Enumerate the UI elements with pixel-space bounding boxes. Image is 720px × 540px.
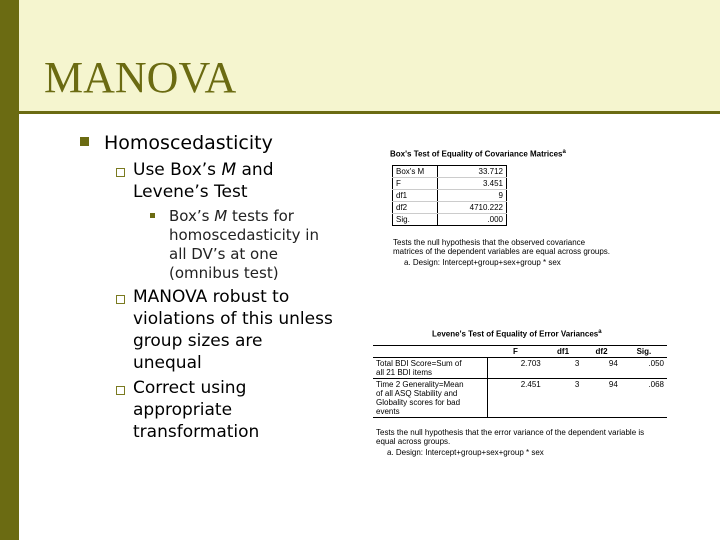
sub-bullet-manova-robust <box>133 286 333 374</box>
text-part: unequal <box>133 353 202 373</box>
note-line: Tests the null hypothesis that the observed covariance <box>393 238 586 247</box>
text-part: MANOVA robust to <box>133 287 290 307</box>
bullet-small-square-icon <box>150 213 155 218</box>
text-part: tests for <box>227 207 294 225</box>
box-test-note <box>393 238 655 257</box>
levene-test-title <box>432 329 602 339</box>
col-header: df2 <box>595 347 608 356</box>
label-line: events <box>376 407 400 416</box>
table-row <box>373 379 667 418</box>
text-italic: M <box>214 207 228 225</box>
title-text: Levene's Test of Equality of Error Variances <box>432 329 599 339</box>
text-part: violations of this unless <box>133 309 333 329</box>
sub-bullet-correct-using <box>133 377 259 443</box>
levene-test-table-image <box>370 328 670 460</box>
cell-F: 2.703 <box>487 358 544 379</box>
label-line: of all ASQ Stability and <box>376 389 458 398</box>
cell-df2: 94 <box>582 358 621 379</box>
note-line: matrices of the dependent variables are equal across groups. <box>393 247 611 256</box>
row-label: Sig. <box>393 214 438 226</box>
bullet-hollow-square-icon <box>116 168 125 177</box>
cell-sig: .050 <box>621 358 667 379</box>
cell-sig: .068 <box>621 379 667 418</box>
table-row <box>393 202 507 214</box>
box-test-table <box>392 165 507 226</box>
text-part: and <box>236 160 274 180</box>
row-value: 3.451 <box>438 178 507 190</box>
box-test-title <box>390 149 566 159</box>
row-label: df1 <box>393 190 438 202</box>
title-rule <box>19 111 720 114</box>
footnote-mark: a. <box>404 258 411 267</box>
note-line: Tests the null hypothesis that the error variance of the dependent variable is <box>376 428 645 437</box>
footnote-text: Design: Intercept+group+sex+group * sex <box>412 258 561 267</box>
text-part: appropriate <box>133 400 233 420</box>
text-part: Levene’s Test <box>133 182 248 202</box>
cell-df2: 94 <box>582 379 621 418</box>
row-value: 4710.222 <box>438 202 507 214</box>
bullet-square-icon <box>80 137 89 146</box>
cell-df1: 3 <box>544 379 583 418</box>
table-row <box>393 214 507 226</box>
bullet-homoscedasticity: Homoscedasticity <box>104 132 273 154</box>
label-line: Globality scores for bad <box>376 398 461 407</box>
bullet-hollow-square-icon <box>116 386 125 395</box>
text-part: (omnibus test) <box>169 264 279 282</box>
slide-title: MANOVA <box>44 53 237 102</box>
levene-test-footnote <box>387 448 657 458</box>
text-part: Use Box’s <box>133 160 222 180</box>
text-part: Correct using <box>133 378 247 398</box>
col-header: F <box>512 347 518 356</box>
sidebar-band <box>0 0 19 540</box>
text-part: transformation <box>133 422 260 442</box>
row-label: F <box>393 178 438 190</box>
corner-cell <box>373 346 487 358</box>
superscript: a <box>598 329 602 335</box>
levene-test-table <box>373 345 667 418</box>
label-line: all 21 BDI items <box>376 368 433 377</box>
sub-sub-bullet-boxs-m <box>169 207 319 283</box>
table-row <box>373 358 667 379</box>
col-header: Sig. <box>636 347 652 356</box>
levene-test-note <box>376 428 666 447</box>
table-row <box>393 166 507 178</box>
title-text: Box's Test of Equality of Covariance Matrices <box>390 149 563 159</box>
text-part: Box’s <box>169 207 215 225</box>
col-header: df1 <box>557 347 570 356</box>
superscript: a <box>562 149 566 155</box>
text-part: all DV’s at one <box>169 245 278 263</box>
sub-bullet-boxs-levene <box>133 159 274 203</box>
bullet-hollow-square-icon <box>116 295 125 304</box>
row-label: df2 <box>393 202 438 214</box>
row-label <box>373 358 487 379</box>
text-part: group sizes are <box>133 331 263 351</box>
row-value: 33.712 <box>438 166 507 178</box>
footnote-mark: a. <box>387 448 394 457</box>
cell-df1: 3 <box>544 358 583 379</box>
box-test-footnote <box>404 258 654 268</box>
row-value: 9 <box>438 190 507 202</box>
table-row <box>393 178 507 190</box>
table-row <box>393 190 507 202</box>
label-line: Total BDI Score=Sum of <box>376 359 462 368</box>
box-test-table-image <box>388 145 658 277</box>
label-line: Time 2 Generality=Mean <box>376 380 464 389</box>
text-italic: M <box>221 160 237 180</box>
row-label <box>373 379 487 418</box>
row-value: .000 <box>487 215 503 224</box>
footnote-text: Design: Intercept+group+sex+group * sex <box>395 448 544 457</box>
text-part: homoscedasticity in <box>169 226 319 244</box>
note-line: equal across groups. <box>376 437 451 446</box>
cell-F: 2.451 <box>487 379 544 418</box>
row-label: Box's M <box>393 166 438 178</box>
